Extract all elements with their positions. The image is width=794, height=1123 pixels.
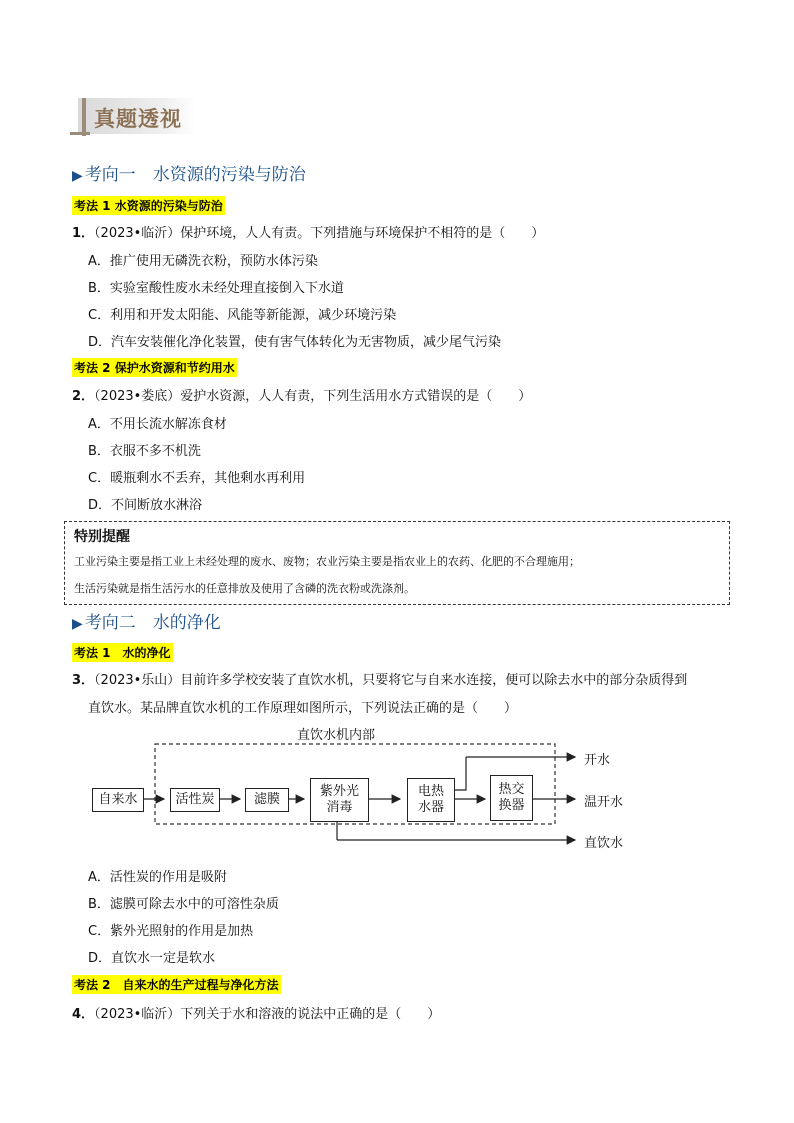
output-boiling-water: 开水 xyxy=(584,753,611,768)
method-tag-4: 考法 2 自来水的生产过程与净化方法 xyxy=(72,975,281,994)
play-arrow-icon: ▶ xyxy=(72,168,83,184)
flow-line xyxy=(454,757,466,790)
question-3-stem-line-2: 直饮水。某品牌直饮水机的工作原理如图所示，下列说法正确的是（ ） xyxy=(88,701,518,716)
banner-title: 真题透视 xyxy=(94,106,182,131)
question-2-option-a: A．不用长流水解冻食材 xyxy=(88,417,227,432)
question-number: 4． xyxy=(72,1007,95,1022)
output-direct-drinking-water: 直饮水 xyxy=(584,836,624,851)
output-warm-water: 温开水 xyxy=(584,795,624,810)
box-tap-water: 自来水 xyxy=(92,788,144,812)
question-2-option-d: D．不间断放水淋浴 xyxy=(88,498,203,513)
box-label: 电热 xyxy=(417,784,444,799)
question-3-option-c: C．紫外光照射的作用是加热 xyxy=(88,924,254,939)
section-heading-text: 考向二 水的净化 xyxy=(84,613,221,633)
box-filter-membrane: 滤膜 xyxy=(245,788,289,812)
question-number: 3． xyxy=(72,673,95,688)
question-1-option-b: B．实验室酸性废水未经处理直接倒入下水道 xyxy=(88,281,344,296)
method-tag-2: 考法 2 保护水资源和节约用水 xyxy=(72,358,237,377)
question-1-option-c: C．利用和开发太阳能、风能等新能源，减少环境污染 xyxy=(88,308,397,323)
question-1-option-d: D．汽车安装催化净化装置，使有害气体转化为无害物质，减少尾气污染 xyxy=(88,335,502,350)
special-reminder-title: 特别提醒 xyxy=(74,529,130,545)
question-2-option-b: B．衣服不多不机洗 xyxy=(88,444,201,459)
question-number: 1． xyxy=(72,226,95,241)
question-text: （2023•乐山）目前许多学校安装了直饮水机，只要将它与自来水连接，便可以除去水中的部分杂质得到 xyxy=(94,673,688,688)
box-label: 热交 xyxy=(498,782,525,797)
question-1-option-a: A．推广使用无磷洗衣粉，预防水体污染 xyxy=(88,254,318,269)
box-electric-heater xyxy=(407,778,455,822)
question-4-stem xyxy=(72,1003,440,1022)
section-heading-text: 考向一 水资源的污染与防治 xyxy=(84,165,306,185)
question-3-option-d: D．直饮水一定是软水 xyxy=(88,951,216,966)
question-text: （2023•临沂）下列关于水和溶液的说法中正确的是（ ） xyxy=(94,1007,441,1022)
question-2-option-c: C．暖瓶剩水不丢弃，其他剩水再利用 xyxy=(88,471,306,486)
box-label: 紫外光 xyxy=(319,784,359,799)
box-uv-disinfection xyxy=(310,778,369,822)
box-label: 消毒 xyxy=(326,800,353,815)
box-activated-carbon: 活性炭 xyxy=(170,788,220,812)
box-heat-exchanger xyxy=(490,775,533,821)
question-text: （2023•娄底）爱护水资源，人人有责，下列生活用水方式错误的是（ ） xyxy=(94,389,532,404)
special-reminder-line-2: 生活污染就是指生活污水的任意排放及使用了含磷的洗衣粉或洗涤剂。 xyxy=(74,582,415,595)
question-number: 2． xyxy=(72,389,95,404)
method-tag-1: 考法 1 水资源的污染与防治 xyxy=(72,196,225,215)
question-3-option-a: A．活性炭的作用是吸附 xyxy=(88,870,227,885)
box-label: 水器 xyxy=(417,800,444,815)
diagram-title: 直饮水机内部 xyxy=(297,728,376,743)
method-tag-3: 考法 1 水的净化 xyxy=(72,643,173,662)
question-text: （2023•临沂）保护环境，人人有责。下列措施与环境保护不相符的是（ ） xyxy=(94,226,545,241)
special-reminder-line-1: 工业污染主要是指工业上未经处理的废水、废物；农业污染主要是指农业上的农药、化肥的不合理施用； xyxy=(74,555,580,568)
question-3-option-b: B．滤膜可除去水中的可溶性杂质 xyxy=(88,897,279,912)
play-arrow-icon: ▶ xyxy=(72,616,83,632)
box-label: 换器 xyxy=(498,798,525,813)
